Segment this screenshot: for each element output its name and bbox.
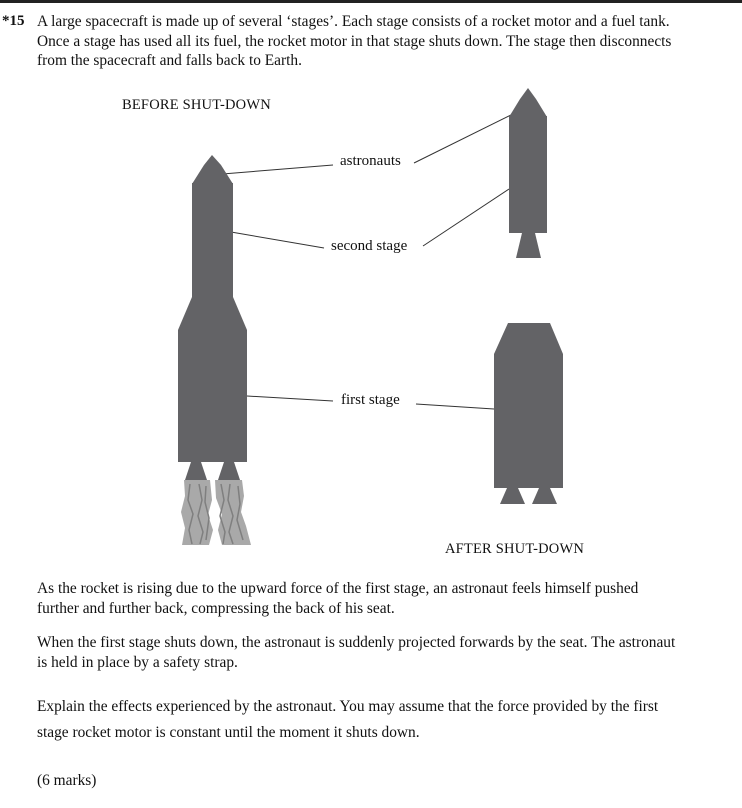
leader-second-left: [231, 232, 324, 248]
question-intro: A large spacecraft is made up of several ‘stages’. Each stage consists of a rocket motor and a fuel tank. Once a stage has used all its fuel, the rocket motor in that stage shuts down. The stage then disconnects from the spacecraft and falls back to Earth.: [37, 13, 672, 69]
rocket-before-second-stage: [192, 183, 233, 298]
rocket-after-nozzle: [516, 233, 541, 258]
question-number: *15: [2, 13, 25, 29]
label-first-stage: first stage: [341, 392, 400, 408]
marks-allocation: (6 marks): [37, 772, 97, 789]
rocket-before-first-stage: [178, 297, 247, 462]
rocket-before-nose: [192, 155, 233, 184]
rocket-after-nose: [509, 88, 547, 117]
paragraph-rising: As the rocket is rising due to the upward force of the first stage, an astronaut feels himself pushed further and further back, compressing the back of his seat.: [37, 580, 639, 617]
rocket-before: [178, 155, 247, 480]
label-astronauts: astronauts: [340, 153, 401, 169]
rocket-after-first-stage-body: [494, 323, 563, 488]
caption-after-shutdown: AFTER SHUT-DOWN: [445, 541, 585, 557]
leader-first-right: [416, 404, 494, 409]
rocket-after-nozzle-right: [532, 488, 557, 504]
rocket-after-upper: [509, 88, 547, 258]
rocket-after-first-stage: [494, 323, 563, 504]
label-second-stage: second stage: [331, 238, 408, 254]
rocket-after-second-stage: [509, 116, 547, 233]
rocket-before-flames: [181, 480, 251, 545]
rocket-after-nozzle-left: [500, 488, 525, 504]
paragraph-shutdown: When the first stage shuts down, the astronaut is suddenly projected forwards by the seat. The astronaut is held in place by a safety strap.: [37, 634, 676, 671]
rocket-before-nozzle-left: [185, 462, 207, 480]
rocket-before-nozzle-right: [218, 462, 240, 480]
caption-before-shutdown: BEFORE SHUT-DOWN: [122, 97, 271, 113]
leader-second-right: [423, 189, 509, 246]
leader-astronauts-left: [210, 165, 333, 175]
paragraph-instruction: Explain the effects experienced by the astronaut. You may assume that the force provided by the first stage rocket motor is constant until the moment it shuts down.: [37, 698, 659, 741]
leader-first-left: [247, 396, 333, 401]
